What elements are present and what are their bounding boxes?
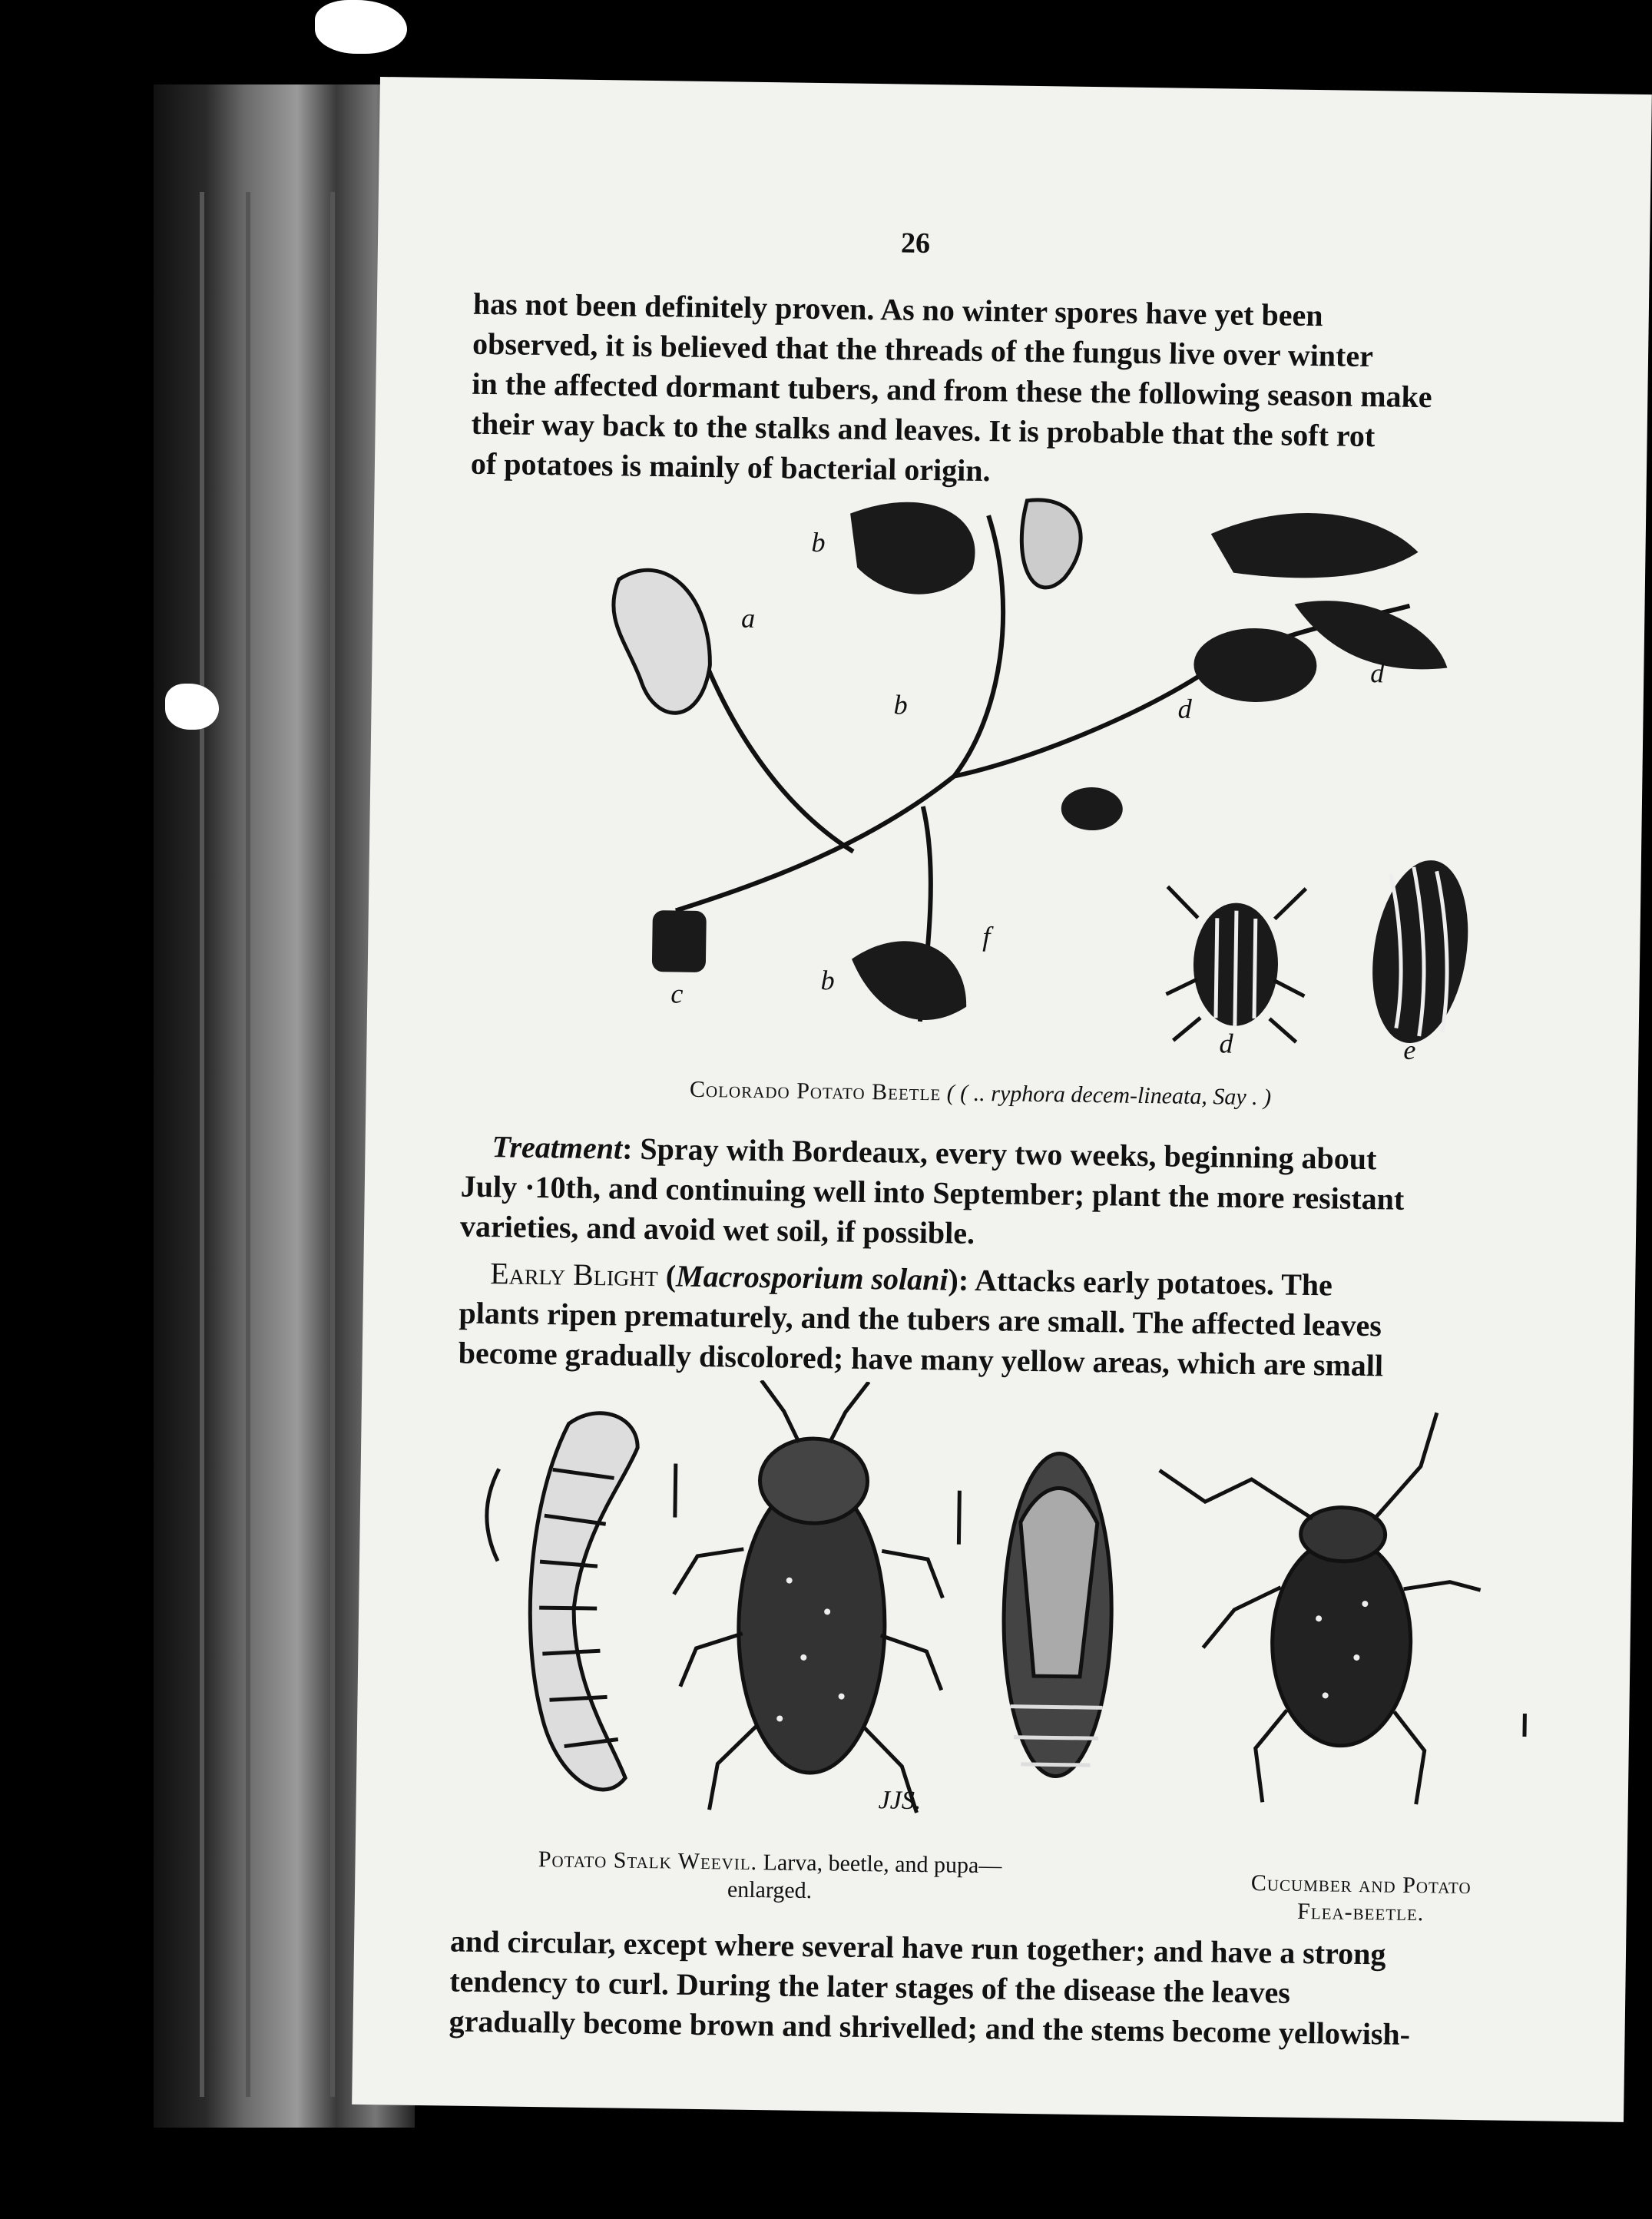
figure-letter: b xyxy=(820,965,835,996)
treatment-paragraph xyxy=(460,1127,1583,1262)
text-fragment: : Spray with Bordeaux, every two weeks, beginning about xyxy=(621,1131,1377,1177)
text-line: tendency to curl. During the later stages of the disease the leaves xyxy=(449,1963,1291,2010)
text-line: and circular, except where several have run together; and have a strong xyxy=(449,1923,1386,1972)
scientific-name: Macrosporium solani xyxy=(675,1258,948,1297)
page-number: 26 xyxy=(900,227,931,260)
colorado-potato-beetle-illustration xyxy=(520,479,1549,1076)
text-line: gradually become brown and shrivelled; and the stems become yellowish- xyxy=(449,2003,1411,2052)
text-line: become gradually discolored; have many yellow areas, which are small xyxy=(458,1335,1384,1383)
figure-letter: d xyxy=(1370,657,1385,689)
artist-signature: JJS. xyxy=(878,1786,922,1816)
caption-text: Larva, beetle, and pupa— xyxy=(763,1850,1002,1879)
caption-scientific-name: ( ( .. ryphora decem-lineata, Say . ) xyxy=(946,1080,1272,1111)
paragraph-top xyxy=(471,284,1594,499)
page-edge-line xyxy=(200,192,204,2097)
figure-letter: b xyxy=(893,689,908,720)
text-line: in the affected dormant tubers, and from these the following season make xyxy=(472,366,1432,415)
caption-common-name: Colorado Potato Beetle xyxy=(689,1076,942,1106)
figure-letter: b xyxy=(811,526,826,558)
weevil-and-flea-beetle-illustration xyxy=(463,1376,1583,1853)
text-line: observed, it is believed that the threads of the fungus live over winter xyxy=(472,326,1374,374)
text-line: varieties, and avoid wet soil, if possible. xyxy=(459,1208,975,1250)
caption-common-name: Flea-beetle. xyxy=(1296,1898,1425,1926)
early-blight-paragraph xyxy=(458,1254,1581,1389)
figure2-caption-right xyxy=(1161,1868,1561,1929)
caption-common-name: Cucumber and Potato xyxy=(1250,1870,1472,1899)
text-line: plants ripen prematurely, and the tubers are small. The affected leaves xyxy=(459,1295,1382,1343)
paper-damage-mark xyxy=(315,0,407,54)
page-edge-line xyxy=(330,192,335,2097)
text-line: their way back to the stalks and leaves. It is probable that the soft rot xyxy=(471,406,1376,454)
text-line: of potatoes is mainly of bacterial origin. xyxy=(470,445,991,489)
figure-letter: a xyxy=(740,602,756,634)
caption-common-name: Potato Stalk Weevil. xyxy=(538,1846,758,1876)
figure-letter: d xyxy=(1219,1028,1233,1059)
text-line: has not been definitely proven. As no winter spores have yet been xyxy=(472,286,1323,333)
section-heading: Early Blight xyxy=(489,1256,659,1293)
figure-letter: e xyxy=(1403,1034,1416,1065)
book-page xyxy=(352,77,1652,2122)
figure-letter: c xyxy=(670,978,684,1009)
figure1-caption xyxy=(558,1074,1402,1113)
figure2-caption-left xyxy=(432,1844,1108,1909)
figure-letter: d xyxy=(1177,693,1192,724)
paragraph-bottom xyxy=(449,1922,1571,2057)
page-edge-line xyxy=(246,192,250,2097)
text-line: Early Blight (Macrosporium solani): Attacks early potatoes. The xyxy=(489,1256,1333,1303)
figure-letter: f xyxy=(982,921,991,952)
text-line: July ·10th, and continuing well into September; plant the more resistant xyxy=(460,1168,1405,1217)
text-fragment: ): Attacks early potatoes. The xyxy=(948,1262,1333,1303)
caption-text: enlarged. xyxy=(727,1876,813,1904)
treatment-label: Treatment xyxy=(492,1129,623,1166)
